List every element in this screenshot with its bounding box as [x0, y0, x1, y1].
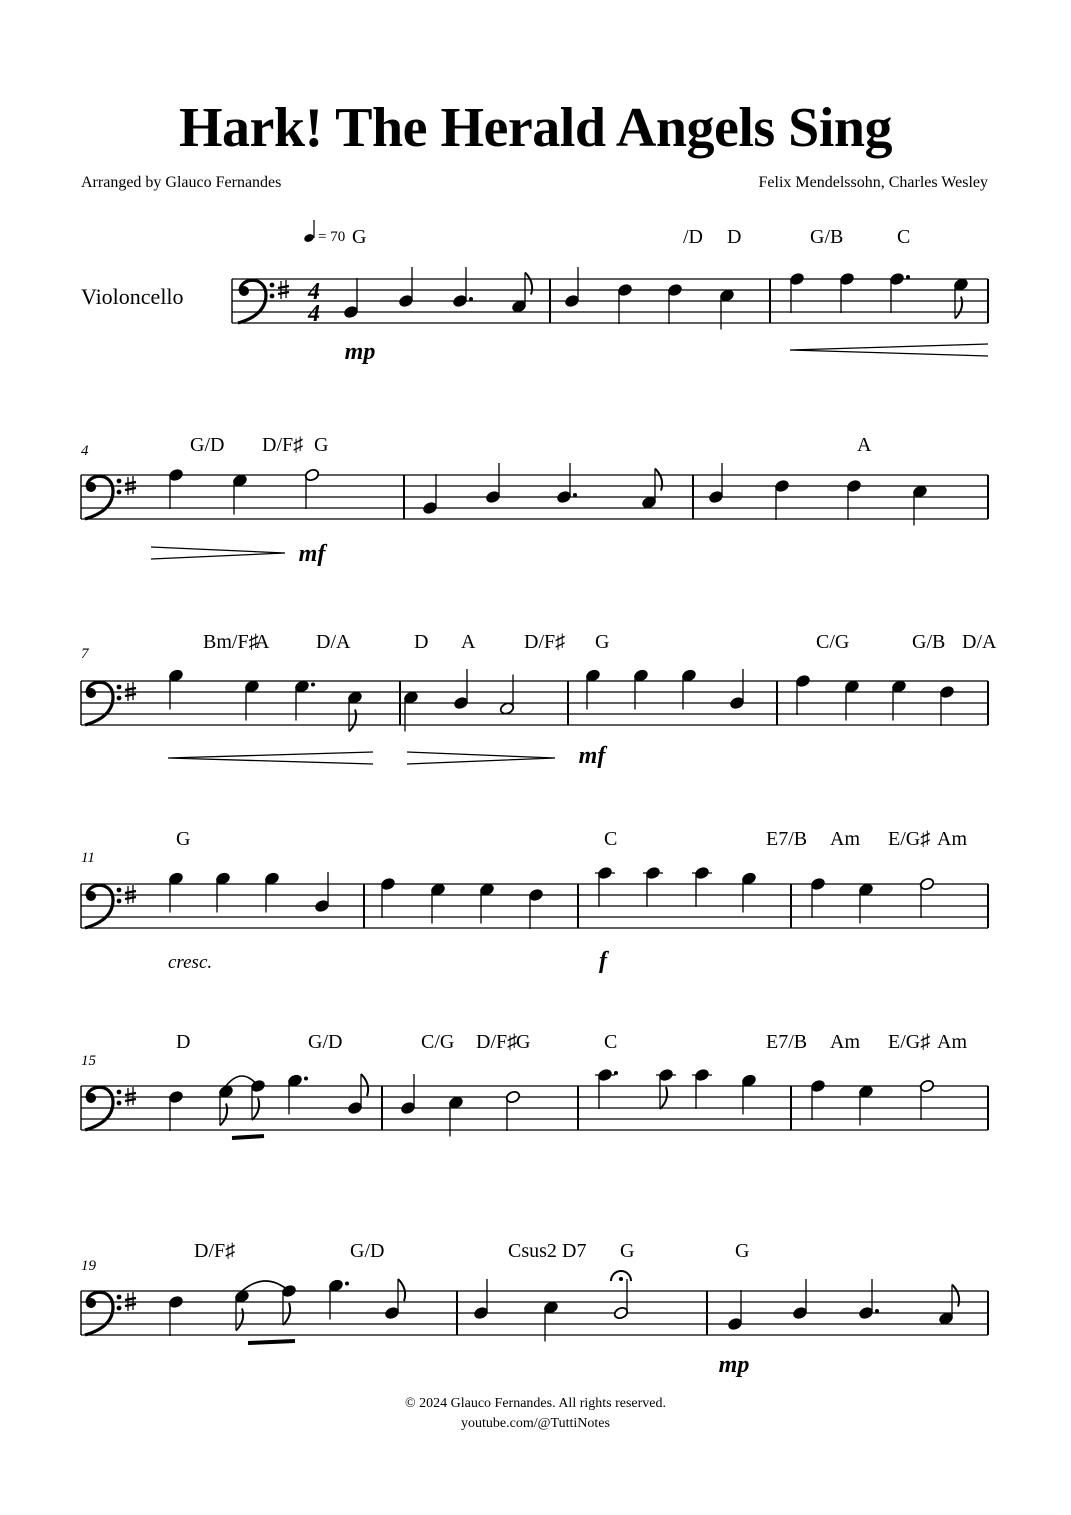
flag	[236, 1309, 243, 1331]
chord-symbol: G	[595, 631, 610, 653]
crescendo-hairpin	[790, 344, 988, 356]
beam	[248, 1341, 295, 1343]
time-sig-top: 4	[308, 279, 320, 305]
flag	[655, 469, 662, 491]
measure-number: 4	[81, 443, 89, 459]
dot	[469, 297, 473, 301]
chord-symbol: Am	[830, 828, 860, 850]
measure-number: 15	[81, 1053, 96, 1069]
flag	[525, 273, 532, 295]
chord-symbol: A	[857, 434, 872, 456]
dynamic-mark: mp	[718, 1352, 750, 1378]
decrescendo-hairpin	[407, 752, 555, 764]
measure-number: 19	[81, 1258, 96, 1274]
expression-text: cresc.	[168, 952, 213, 973]
chord-symbol: G/D	[350, 1240, 385, 1262]
quarter-note-icon	[303, 220, 315, 243]
flag	[398, 1279, 405, 1301]
chord-symbol: D/A	[962, 631, 997, 653]
chord-symbol: D/A	[316, 631, 351, 653]
chord-symbol: Bm/F♯	[203, 631, 259, 653]
chord-symbol: G	[735, 1240, 750, 1262]
chord-symbol: A	[461, 631, 476, 653]
chord-symbol: G	[516, 1031, 531, 1053]
chord-symbol: Am	[937, 1031, 967, 1053]
flag	[952, 1285, 959, 1307]
dot	[906, 275, 910, 279]
composer-credit: Felix Mendelssohn, Charles Wesley	[758, 174, 988, 191]
copyright-notice: © 2024 Glauco Fernandes. All rights reserved.	[404, 1396, 667, 1411]
chord-symbol: G	[314, 434, 329, 456]
dot	[875, 1309, 879, 1313]
measure-number: 7	[81, 646, 89, 662]
chord-symbol: Am	[830, 1031, 860, 1053]
staff-system-6	[81, 1271, 988, 1343]
chord-symbol: C/G	[421, 1031, 455, 1053]
crescendo-hairpin	[168, 752, 373, 764]
instrument-name: Violoncello	[81, 284, 184, 309]
flag	[361, 1074, 368, 1096]
flag	[283, 1303, 290, 1325]
flag	[220, 1104, 227, 1126]
measure-number: 11	[81, 850, 95, 866]
chord-symbol: D/F♯	[194, 1240, 236, 1262]
chord-symbol: G/D	[308, 1031, 343, 1053]
bass-clef-icon	[85, 476, 121, 519]
bass-clef-icon	[85, 1292, 121, 1335]
flag	[252, 1098, 259, 1120]
chord-symbol: C	[604, 828, 618, 850]
flag	[660, 1087, 667, 1109]
chord-symbol: C	[604, 1031, 618, 1053]
dot	[345, 1282, 349, 1286]
dot	[304, 1077, 308, 1081]
staff-system-2	[81, 463, 988, 559]
chord-symbol: G	[352, 226, 367, 248]
chord-symbol: E/G♯	[888, 1031, 931, 1053]
staff-system-5	[81, 1068, 988, 1138]
dot	[311, 683, 315, 687]
chord-symbol: Csus2	[508, 1240, 557, 1262]
bass-clef-icon	[85, 1087, 121, 1130]
bass-clef-icon	[85, 682, 121, 725]
chord-symbol: A	[255, 631, 270, 653]
flag	[349, 710, 356, 732]
score-title: Hark! The Herald Angels Sing	[178, 97, 893, 159]
chord-symbol: G	[176, 828, 191, 850]
chord-symbol: E/G♯	[888, 828, 931, 850]
chord-symbol: /D	[683, 226, 703, 248]
chord-symbol: D7	[562, 1240, 587, 1262]
beam	[232, 1136, 264, 1138]
chord-symbol: Am	[937, 828, 967, 850]
chord-symbol: D/F♯	[524, 631, 566, 653]
staff-system-4	[81, 866, 988, 929]
bass-clef-icon	[238, 280, 274, 323]
dynamic-mark: mp	[344, 339, 376, 365]
chord-symbol: G	[620, 1240, 635, 1262]
flag	[955, 297, 962, 319]
decrescendo-hairpin	[151, 547, 285, 559]
chord-symbol: E7/B	[766, 828, 808, 850]
staff-system-3	[81, 668, 988, 764]
chord-symbol: E7/B	[766, 1031, 808, 1053]
slur	[242, 1281, 289, 1291]
chord-symbol: G/B	[810, 226, 844, 248]
chord-symbol: C	[897, 226, 911, 248]
chord-symbol: D	[414, 631, 429, 653]
chord-symbol: D/F♯	[262, 434, 304, 456]
chord-symbol: D	[176, 1031, 191, 1053]
dot	[573, 493, 577, 497]
chord-symbol: D/F♯	[476, 1031, 518, 1053]
chord-symbol: D	[727, 226, 742, 248]
dynamic-mark: f	[599, 948, 607, 974]
footer-url: youtube.com/@TuttiNotes	[461, 1416, 610, 1431]
chord-symbol: G/D	[190, 434, 225, 456]
bass-clef-icon	[85, 885, 121, 928]
dynamic-mark: mf	[578, 743, 606, 769]
arranger-credit: Arranged by Glauco Fernandes	[81, 174, 282, 191]
time-sig-bottom: 4	[308, 301, 320, 327]
chord-symbol: C/G	[816, 631, 850, 653]
chord-symbol: G/B	[912, 631, 946, 653]
tempo-mark: = 70	[318, 229, 346, 245]
dynamic-mark: mf	[298, 541, 326, 567]
